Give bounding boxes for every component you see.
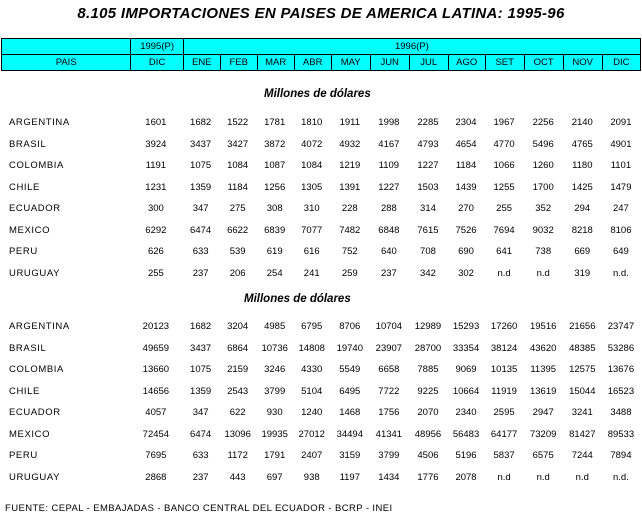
- header-month: ABR: [294, 55, 331, 71]
- header-month: DIC: [131, 55, 183, 71]
- value-cell: 1998: [378, 117, 400, 129]
- value-cell: 1227: [417, 160, 439, 172]
- value-cell: 3924: [145, 138, 167, 150]
- value-cell: 4901: [610, 138, 632, 150]
- value-cell: 48956: [414, 428, 442, 440]
- value-cell: 1240: [301, 407, 323, 419]
- value-cell: 1101: [610, 160, 632, 172]
- value-cell: 633: [192, 450, 209, 462]
- value-cell: 352: [535, 203, 552, 215]
- value-cell: 7482: [339, 224, 361, 236]
- value-cell: 1776: [417, 471, 439, 483]
- value-cell: 20123: [142, 321, 170, 333]
- value-cell: 56483: [452, 428, 480, 440]
- value-cell: 619: [266, 246, 283, 258]
- value-cell: 5104: [301, 385, 323, 397]
- value-cell: 6622: [227, 224, 249, 236]
- value-cell: 16523: [607, 385, 635, 397]
- value-cell: 738: [535, 246, 552, 258]
- value-cell: 64177: [490, 428, 518, 440]
- header-month: SET: [485, 55, 524, 71]
- value-cell: 228: [341, 203, 358, 215]
- value-cell: 347: [192, 407, 209, 419]
- value-cell: 2543: [227, 385, 249, 397]
- value-cell: 1425: [571, 181, 593, 193]
- value-cell: 8106: [610, 224, 632, 236]
- value-cell: 13096: [224, 428, 251, 440]
- header-blank: [2, 39, 131, 55]
- value-cell: 3437: [190, 342, 212, 354]
- header-month: OCT: [524, 55, 563, 71]
- value-cell: 13660: [142, 364, 170, 376]
- table-row: [0, 402, 640, 424]
- value-cell: 6864: [227, 342, 249, 354]
- country-name: ECUADOR: [9, 203, 61, 215]
- value-cell: 7894: [610, 450, 632, 462]
- value-cell: 3427: [227, 138, 249, 150]
- value-cell: 14656: [142, 385, 170, 397]
- value-cell: 1066: [493, 160, 515, 172]
- value-cell: 1682: [190, 321, 212, 333]
- country-name: CHILE: [9, 181, 40, 193]
- value-cell: 5837: [493, 450, 515, 462]
- table-row: [0, 445, 640, 467]
- value-cell: 17260: [490, 321, 518, 333]
- value-cell: 6474: [190, 428, 212, 440]
- value-cell: 1075: [190, 160, 212, 172]
- value-cell: 3159: [339, 450, 361, 462]
- table-row: [0, 134, 640, 156]
- value-cell: 9225: [417, 385, 439, 397]
- value-cell: 259: [341, 267, 358, 279]
- value-cell: 3799: [264, 385, 286, 397]
- value-cell: 11919: [491, 385, 517, 397]
- header-month: FEB: [220, 55, 257, 71]
- value-cell: 10704: [375, 321, 403, 333]
- value-cell: 1468: [339, 407, 361, 419]
- value-cell: 2407: [301, 450, 323, 462]
- value-cell: 669: [574, 246, 591, 258]
- country-name: BRASIL: [9, 138, 47, 150]
- value-cell: 3204: [227, 321, 249, 333]
- value-cell: 3799: [378, 450, 400, 462]
- value-cell: 1231: [145, 181, 167, 193]
- value-cell: 275: [229, 203, 246, 215]
- value-cell: 7244: [571, 450, 593, 462]
- value-cell: 1359: [190, 385, 212, 397]
- value-cell: 1087: [264, 160, 286, 172]
- value-cell: 641: [496, 246, 513, 258]
- value-cell: 1184: [227, 181, 248, 193]
- data-table-cumulative: [0, 316, 640, 488]
- page-title: 8.105 IMPORTACIONES EN PAISES DE AMERICA LATINA: 1995-96: [77, 5, 565, 22]
- value-cell: 4932: [339, 138, 361, 150]
- value-cell: 7615: [417, 224, 439, 236]
- value-cell: 697: [266, 471, 283, 483]
- header-month: DIC: [602, 55, 640, 71]
- value-cell: 930: [266, 407, 283, 419]
- value-cell: n.d.: [612, 471, 629, 483]
- value-cell: 11395: [530, 364, 557, 376]
- value-cell: 1197: [339, 471, 360, 483]
- value-cell: 72454: [142, 428, 170, 440]
- value-cell: 15044: [569, 385, 596, 397]
- value-cell: 8706: [339, 321, 361, 333]
- value-cell: 89533: [607, 428, 635, 440]
- value-cell: 319: [574, 267, 591, 279]
- value-cell: 1682: [190, 117, 212, 129]
- value-cell: 15293: [452, 321, 480, 333]
- value-cell: 2285: [417, 117, 439, 129]
- value-cell: 626: [147, 246, 164, 258]
- value-cell: 2256: [532, 117, 554, 129]
- value-cell: 3437: [190, 138, 212, 150]
- value-cell: 1503: [417, 181, 439, 193]
- value-cell: 752: [341, 246, 358, 258]
- table-row: [0, 155, 640, 177]
- value-cell: 270: [458, 203, 474, 215]
- value-cell: 294: [574, 203, 591, 215]
- value-cell: 314: [420, 203, 436, 215]
- value-cell: 49659: [142, 342, 170, 354]
- value-cell: 9069: [455, 364, 477, 376]
- value-cell: 38124: [490, 342, 518, 354]
- value-cell: 640: [380, 246, 397, 258]
- value-cell: 1256: [264, 181, 286, 193]
- value-cell: 237: [380, 267, 397, 279]
- value-cell: 6495: [339, 385, 361, 397]
- value-cell: n.d: [536, 267, 550, 279]
- value-cell: 649: [612, 246, 629, 258]
- value-cell: 1305: [301, 181, 323, 193]
- value-cell: 5196: [455, 450, 477, 462]
- value-cell: 1479: [610, 181, 632, 193]
- value-cell: 73209: [529, 428, 557, 440]
- table-row: [0, 263, 640, 285]
- value-cell: 1391: [339, 181, 361, 193]
- value-cell: 1756: [378, 407, 400, 419]
- value-cell: 6848: [378, 224, 400, 236]
- value-cell: 938: [303, 471, 320, 483]
- value-cell: 23907: [375, 342, 403, 354]
- country-name: URUGUAY: [9, 267, 60, 279]
- value-cell: 616: [303, 246, 320, 258]
- value-cell: 7722: [378, 385, 400, 397]
- value-cell: 2070: [417, 407, 439, 419]
- header-month: NOV: [563, 55, 602, 71]
- table-row: [0, 424, 640, 446]
- value-cell: 4765: [571, 138, 593, 150]
- value-cell: 237: [192, 471, 209, 483]
- section-label: Millones de dólares: [264, 88, 371, 100]
- value-cell: 1227: [378, 181, 400, 193]
- header-year-1996: 1996(P): [183, 39, 640, 55]
- header-month: AGO: [448, 55, 485, 71]
- value-cell: 1084: [227, 160, 249, 172]
- value-cell: 4167: [378, 138, 400, 150]
- value-cell: 8218: [571, 224, 593, 236]
- value-cell: 308: [266, 203, 283, 215]
- value-cell: 7694: [493, 224, 515, 236]
- data-table-monthly: [0, 112, 640, 284]
- value-cell: 4793: [417, 138, 439, 150]
- value-cell: 1260: [532, 160, 554, 172]
- value-cell: 3246: [264, 364, 286, 376]
- value-cell: 23747: [607, 321, 635, 333]
- header-month: ENE: [183, 55, 220, 71]
- value-cell: 6658: [378, 364, 400, 376]
- value-cell: 4330: [301, 364, 323, 376]
- value-cell: 237: [192, 267, 209, 279]
- country-name: ECUADOR: [9, 407, 61, 419]
- header-month: MAY: [331, 55, 370, 71]
- value-cell: 4770: [493, 138, 515, 150]
- value-cell: 3872: [264, 138, 286, 150]
- value-cell: 1434: [378, 471, 400, 483]
- value-cell: 81427: [569, 428, 596, 440]
- value-cell: 19935: [261, 428, 288, 440]
- value-cell: 7526: [455, 224, 477, 236]
- value-cell: 27012: [298, 428, 325, 440]
- value-cell: 1967: [493, 117, 515, 129]
- country-name: URUGUAY: [9, 471, 60, 483]
- value-cell: 33354: [452, 342, 480, 354]
- value-cell: 12989: [414, 321, 442, 333]
- value-cell: 10664: [452, 385, 480, 397]
- value-cell: 1172: [227, 450, 248, 462]
- value-cell: 4506: [417, 450, 439, 462]
- value-cell: 5549: [339, 364, 361, 376]
- header-month: JUN: [370, 55, 409, 71]
- value-cell: 1601: [145, 117, 167, 129]
- value-cell: 347: [192, 203, 209, 215]
- table-row: [0, 359, 640, 381]
- value-cell: 6575: [532, 450, 554, 462]
- value-cell: 206: [229, 267, 246, 279]
- value-cell: 48385: [569, 342, 596, 354]
- value-cell: 255: [147, 267, 164, 279]
- country-name: BRASIL: [9, 342, 47, 354]
- value-cell: 1109: [378, 160, 400, 172]
- value-cell: 2340: [455, 407, 477, 419]
- value-cell: 300: [147, 203, 164, 215]
- value-cell: 254: [266, 267, 283, 279]
- value-cell: 4072: [301, 138, 323, 150]
- table-row: [0, 198, 640, 220]
- value-cell: n.d: [536, 471, 550, 483]
- value-cell: 443: [229, 471, 246, 483]
- value-cell: 5496: [532, 138, 554, 150]
- header-month: JUL: [409, 55, 448, 71]
- value-cell: 1522: [227, 117, 249, 129]
- value-cell: n.d: [575, 471, 589, 483]
- value-cell: 7885: [417, 364, 439, 376]
- value-cell: 708: [420, 246, 436, 258]
- country-name: CHILE: [9, 385, 40, 397]
- source-footer: FUENTE: CEPAL - EMBAJADAS - BANCO CENTRAL DEL ECUADOR - BCRP - INEI: [5, 503, 393, 514]
- value-cell: 6292: [145, 224, 167, 236]
- value-cell: 3241: [571, 407, 593, 419]
- value-cell: 539: [229, 246, 246, 258]
- value-cell: 3488: [610, 407, 632, 419]
- table-row: [0, 467, 640, 489]
- value-cell: 13619: [529, 385, 557, 397]
- value-cell: 34494: [336, 428, 363, 440]
- value-cell: 43620: [529, 342, 557, 354]
- value-cell: 1911: [339, 117, 360, 129]
- value-cell: 255: [496, 203, 513, 215]
- value-cell: 2159: [227, 364, 249, 376]
- value-cell: 1084: [301, 160, 323, 172]
- value-cell: 1191: [145, 160, 167, 172]
- value-cell: 241: [303, 267, 320, 279]
- value-cell: 6839: [264, 224, 286, 236]
- value-cell: 2078: [455, 471, 477, 483]
- country-name: COLOMBIA: [9, 160, 64, 172]
- value-cell: 1075: [190, 364, 212, 376]
- country-name: ARGENTINA: [9, 117, 70, 129]
- value-cell: 4654: [455, 138, 477, 150]
- table-row: [0, 177, 640, 199]
- value-cell: 1791: [264, 450, 286, 462]
- table-row: [0, 241, 640, 263]
- value-cell: 28700: [414, 342, 442, 354]
- value-cell: 2091: [610, 117, 632, 129]
- column-header: [1, 38, 641, 71]
- value-cell: 6474: [190, 224, 212, 236]
- value-cell: 2595: [493, 407, 515, 419]
- section-label: Millones de dólares: [244, 293, 351, 305]
- value-cell: 12575: [569, 364, 596, 376]
- value-cell: 2868: [145, 471, 167, 483]
- value-cell: 2140: [571, 117, 593, 129]
- value-cell: 342: [420, 267, 436, 279]
- value-cell: 2304: [455, 117, 477, 129]
- value-cell: n.d: [497, 471, 511, 483]
- value-cell: 21656: [569, 321, 596, 333]
- value-cell: 4985: [264, 321, 286, 333]
- table-row: [0, 338, 640, 360]
- value-cell: 9032: [532, 224, 554, 236]
- value-cell: 1439: [455, 181, 477, 193]
- value-cell: 633: [192, 246, 209, 258]
- country-name: MEXICO: [9, 428, 51, 440]
- value-cell: 622: [229, 407, 246, 419]
- value-cell: 1255: [493, 181, 515, 193]
- country-name: PERU: [9, 246, 38, 258]
- country-name: ARGENTINA: [9, 321, 70, 333]
- value-cell: 7695: [145, 450, 167, 462]
- country-name: COLOMBIA: [9, 364, 64, 376]
- value-cell: 247: [612, 203, 629, 215]
- value-cell: 1810: [301, 117, 323, 129]
- value-cell: 13676: [607, 364, 635, 376]
- value-cell: 310: [303, 203, 320, 215]
- value-cell: 10736: [261, 342, 288, 354]
- value-cell: 1184: [455, 160, 477, 172]
- value-cell: n.d: [497, 267, 511, 279]
- value-cell: 1180: [572, 160, 593, 172]
- value-cell: 14808: [298, 342, 325, 354]
- value-cell: 53286: [607, 342, 635, 354]
- value-cell: 1359: [190, 181, 212, 193]
- header-month: MAR: [257, 55, 294, 71]
- value-cell: 302: [458, 267, 474, 279]
- value-cell: 1781: [264, 117, 286, 129]
- table-row: [0, 381, 640, 403]
- header-pais: PAIS: [2, 55, 131, 71]
- value-cell: 19740: [336, 342, 363, 354]
- value-cell: 2947: [532, 407, 554, 419]
- value-cell: 1700: [532, 181, 554, 193]
- header-year-1995: 1995(P): [131, 39, 183, 55]
- country-name: MEXICO: [9, 224, 51, 236]
- value-cell: 19516: [529, 321, 557, 333]
- table-row: [0, 112, 640, 134]
- country-name: PERU: [9, 450, 38, 462]
- value-cell: 690: [458, 246, 474, 258]
- table-row: [0, 316, 640, 338]
- value-cell: 6795: [301, 321, 323, 333]
- value-cell: 1219: [339, 160, 361, 172]
- value-cell: 4057: [145, 407, 167, 419]
- value-cell: 7077: [301, 224, 323, 236]
- value-cell: 41341: [375, 428, 403, 440]
- table-row: [0, 220, 640, 242]
- value-cell: 10135: [490, 364, 518, 376]
- value-cell: n.d.: [612, 267, 629, 279]
- value-cell: 288: [380, 203, 397, 215]
